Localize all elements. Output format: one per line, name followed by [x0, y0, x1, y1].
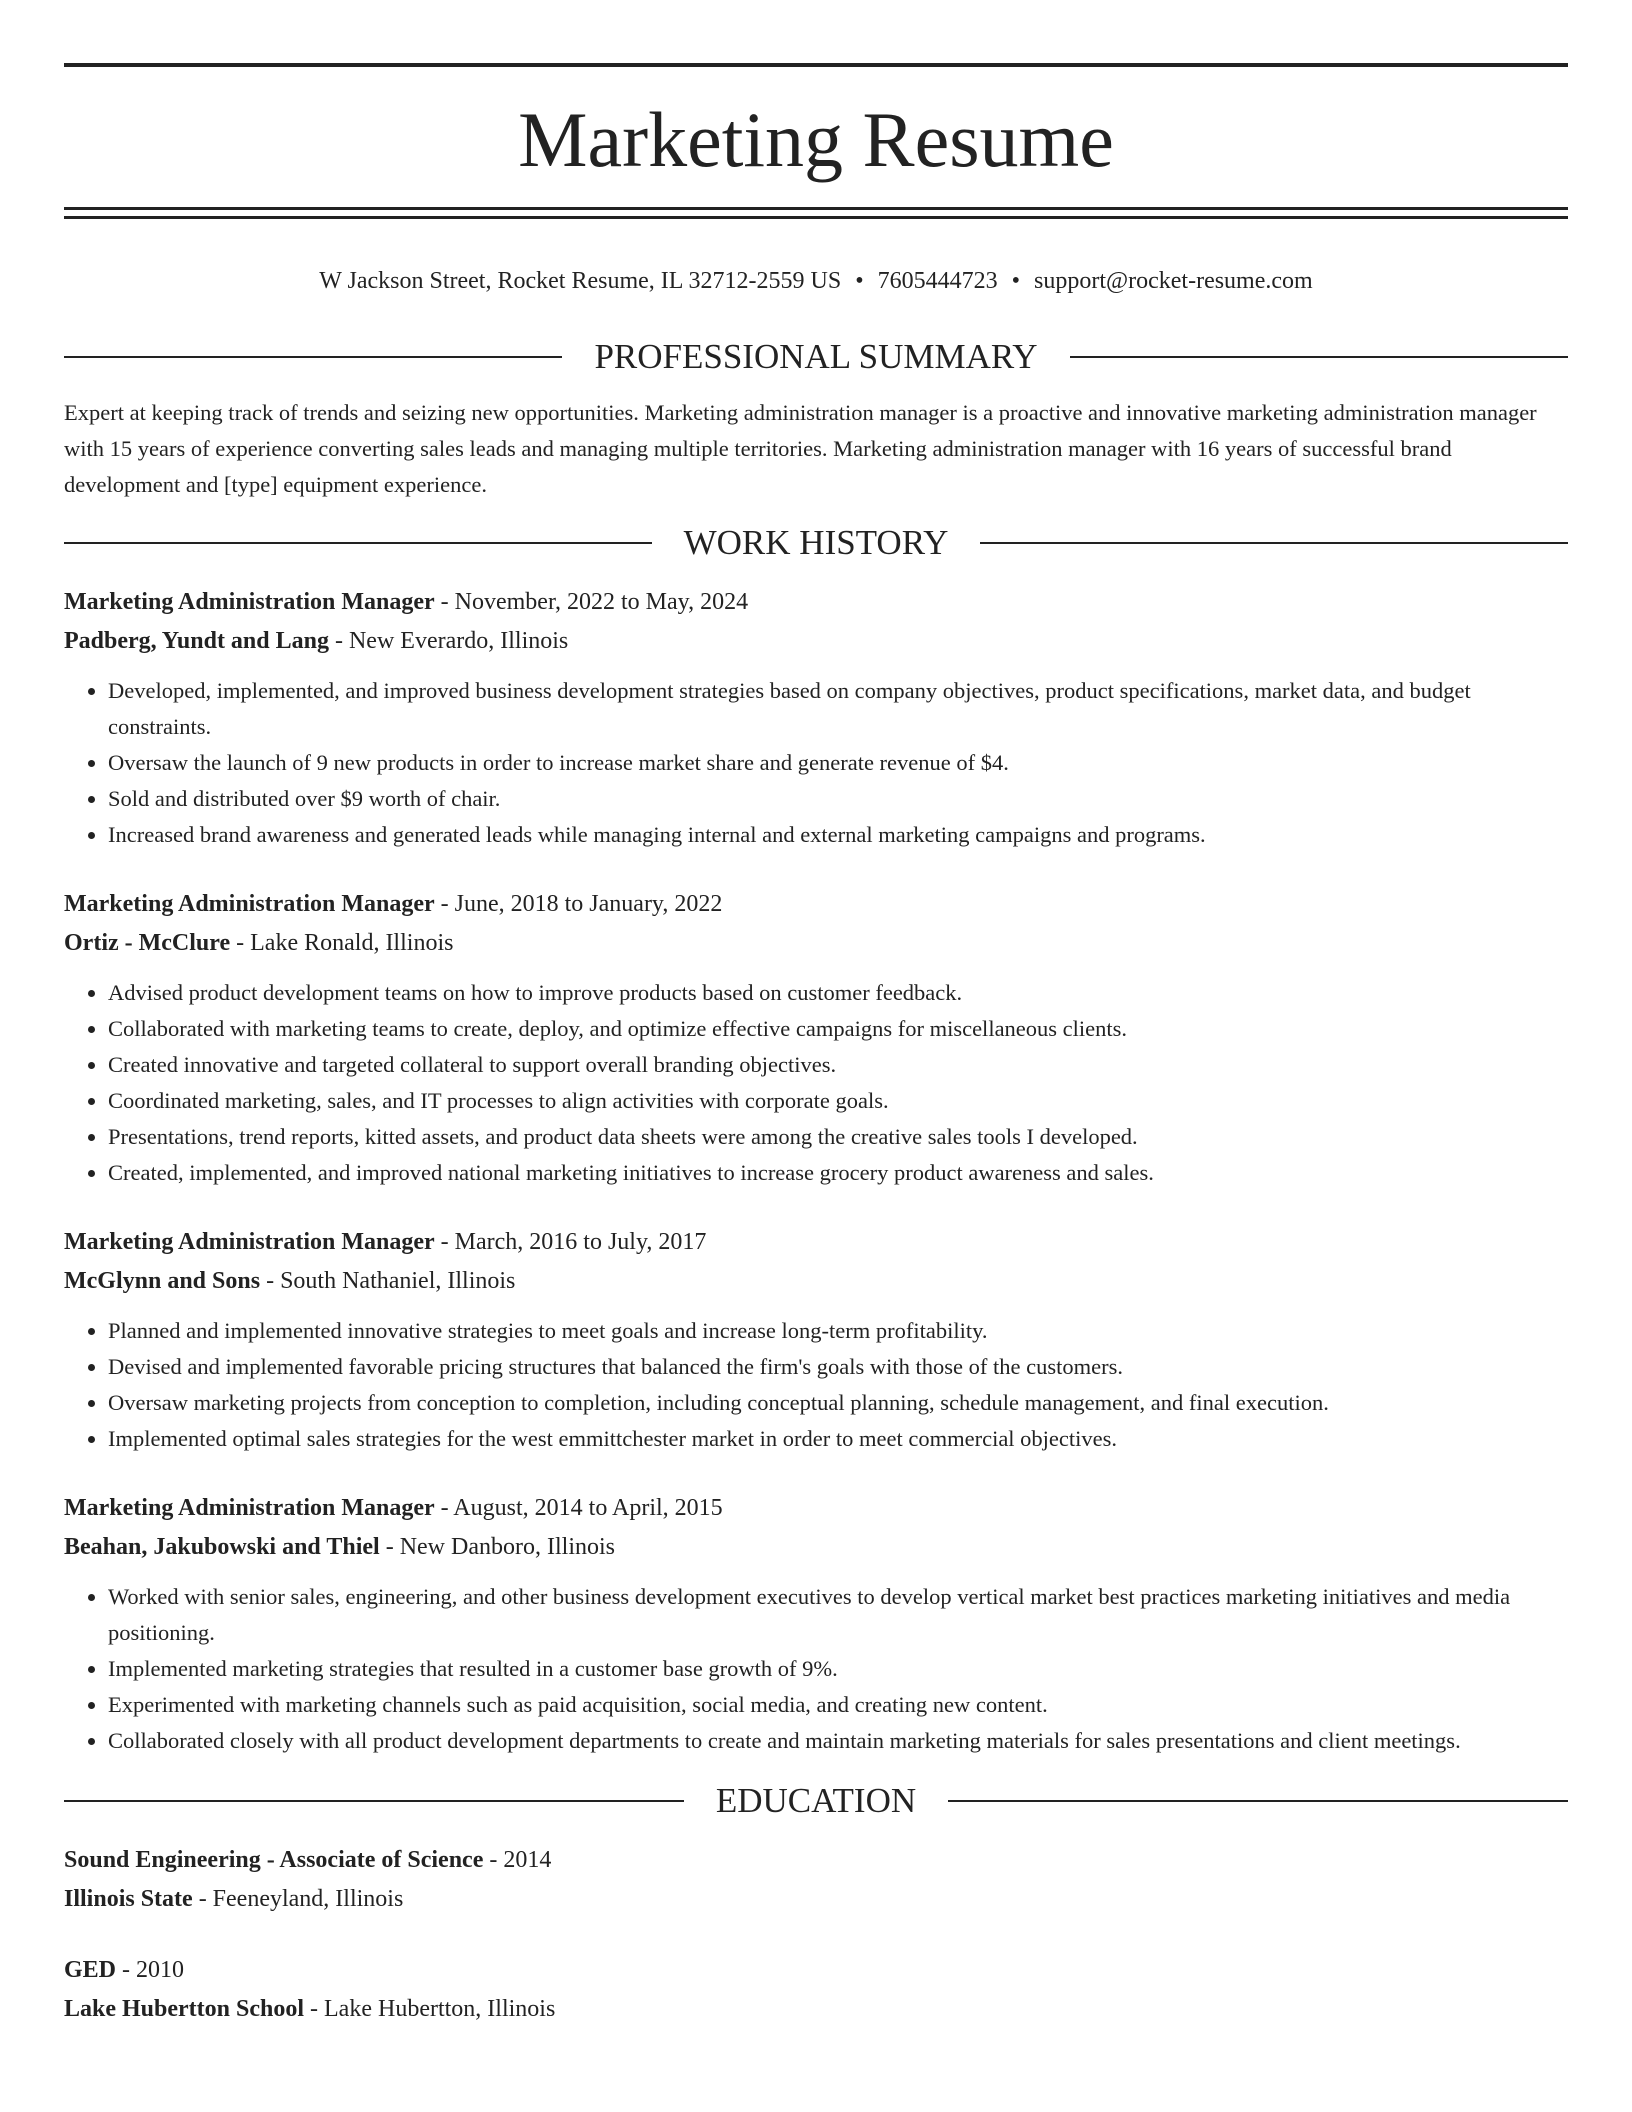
job-company: Padberg, Yundt and Lang: [64, 628, 329, 654]
job-location: - New Danboro, Illinois: [379, 1534, 615, 1560]
job-title-line: [64, 1223, 1568, 1262]
summary-text: Expert at keeping track of trends and seizing new opportunities. Marketing administration manager is a proactive and innovative marketing administration manager with 15 years of experience converting sales leads and managing multiple territories. Marketing administration manager with 16 years of successful brand development and [type] equipment experience.: [64, 400, 1537, 497]
list-item: • Created innovative and targeted collateral to support overall branding objectives.: [108, 1047, 1568, 1083]
job-company-line: [64, 924, 1568, 963]
section-title: WORK HISTORY: [683, 523, 949, 562]
list-item: • Presentations, trend reports, kitted assets, and product data sheets were among the creative sales tools I developed.: [108, 1119, 1568, 1155]
job-bullets: [64, 1579, 1568, 1759]
list-item: • Planned and implemented innovative strategies to meet goals and increase long-term profitability.: [108, 1313, 1568, 1349]
job-title: Marketing Administration Manager: [64, 891, 435, 917]
job-title: Marketing Administration Manager: [64, 1495, 435, 1521]
section-title: EDUCATION: [715, 1781, 917, 1820]
list-item: • Devised and implemented favorable pricing structures that balanced the firm's goals with those of the customers.: [108, 1349, 1568, 1385]
list-item: • Created, implemented, and improved national marketing initiatives to increase grocery product awareness and sales.: [108, 1155, 1568, 1191]
heading-rule-left: [64, 542, 652, 544]
job-bullets: [64, 1313, 1568, 1457]
education-degree-line: [64, 1951, 1568, 1990]
contact-email: support@rocket-resume.com: [1034, 268, 1313, 294]
list-item: • Increased brand awareness and generated leads while managing internal and external marketing campaigns and programs.: [108, 817, 1568, 853]
job-title-line: [64, 885, 1568, 924]
education-entry: [64, 1841, 1568, 1919]
education-year: - 2014: [483, 1847, 552, 1873]
job-company-line: [64, 1262, 1568, 1301]
job-bullets: [64, 975, 1568, 1191]
contact-separator: •: [855, 268, 864, 294]
job-entry: [64, 885, 1568, 1191]
job-entry: [64, 1489, 1568, 1759]
list-item: • Collaborated with marketing teams to create, deploy, and optimize effective campaigns for miscellaneous clients.: [108, 1011, 1568, 1047]
education-school-line: [64, 1880, 1568, 1919]
job-title: Marketing Administration Manager: [64, 1229, 435, 1255]
job-location: - New Everardo, Illinois: [328, 628, 569, 654]
education-school-line: [64, 1990, 1568, 2029]
resume-page: [64, 0, 1568, 2029]
education-list: [64, 1841, 1568, 2029]
job-bullets: [64, 673, 1568, 853]
summary-heading: [64, 337, 1568, 377]
contact-phone: 7605444723: [877, 268, 998, 294]
job-dates: - November, 2022 to May, 2024: [434, 589, 749, 615]
list-item: • Experimented with marketing channels such as paid acquisition, social media, and creating new content.: [108, 1687, 1568, 1723]
heading-rule-left: [64, 356, 562, 358]
list-item: • Collaborated closely with all product development departments to create and maintain marketing materials for sales presentations and client meetings.: [108, 1723, 1568, 1759]
list-item: • Sold and distributed over $9 worth of chair.: [108, 781, 1568, 817]
job-company-line: [64, 622, 1568, 661]
education-school: Illinois State: [64, 1886, 193, 1912]
job-location: - South Nathaniel, Illinois: [260, 1268, 516, 1294]
education-degree-line: [64, 1841, 1568, 1880]
job-company: Ortiz - McClure: [64, 930, 231, 956]
job-entry: [64, 583, 1568, 853]
job-company-line: [64, 1528, 1568, 1567]
contact-address: W Jackson Street, Rocket Resume, IL 32712-2559 US: [319, 268, 842, 294]
job-title: Marketing Administration Manager: [64, 589, 435, 615]
education-year: - 2010: [116, 1957, 185, 1983]
job-location: - Lake Ronald, Illinois: [230, 930, 454, 956]
job-dates: - August, 2014 to April, 2015: [434, 1495, 723, 1521]
education-location: - Lake Hubertton, Illinois: [304, 1996, 556, 2022]
education-location: - Feeneyland, Illinois: [192, 1886, 404, 1912]
education-school: Lake Hubertton School: [64, 1996, 305, 2022]
heading-rule-right: [980, 542, 1568, 544]
education-heading: [64, 1781, 1568, 1821]
list-item: • Implemented marketing strategies that resulted in a customer base growth of 9%.: [108, 1651, 1568, 1687]
job-company: McGlynn and Sons: [64, 1268, 261, 1294]
list-item: • Developed, implemented, and improved business development strategies based on company objectives, product specifications, market data, and budget constraints.: [108, 673, 1568, 745]
work-history-list: [64, 583, 1568, 1759]
education-degree: GED: [64, 1957, 117, 1983]
list-item: • Oversaw marketing projects from conception to completion, including conceptual planning, schedule management, and final execution.: [108, 1385, 1568, 1421]
list-item: • Coordinated marketing, sales, and IT processes to align activities with corporate goals.: [108, 1083, 1568, 1119]
section-title: PROFESSIONAL SUMMARY: [594, 337, 1038, 376]
education-entry: [64, 1951, 1568, 2029]
resume-title: Marketing Resume: [518, 96, 1114, 183]
job-company: Beahan, Jakubowski and Thiel: [64, 1534, 380, 1560]
job-title-line: [64, 1489, 1568, 1528]
job-dates: - March, 2016 to July, 2017: [434, 1229, 707, 1255]
contact-line: [64, 265, 1568, 297]
header-double-rule: [64, 207, 1568, 219]
work-heading: [64, 523, 1568, 563]
job-dates: - June, 2018 to January, 2022: [434, 891, 723, 917]
education-degree: Sound Engineering - Associate of Science: [64, 1847, 484, 1873]
list-item: • Advised product development teams on how to improve products based on customer feedback.: [108, 975, 1568, 1011]
heading-rule-left: [64, 1800, 684, 1802]
list-item: • Oversaw the launch of 9 new products in order to increase market share and generate revenue of $4.: [108, 745, 1568, 781]
job-title-line: [64, 583, 1568, 622]
contact-separator: •: [1011, 268, 1021, 294]
job-entry: [64, 1223, 1568, 1457]
heading-rule-right: [948, 1800, 1568, 1802]
heading-rule-right: [1070, 356, 1568, 358]
list-item: • Worked with senior sales, engineering, and other business development executives to develop vertical market best practices marketing initiatives and media positioning.: [108, 1579, 1568, 1651]
list-item: • Implemented optimal sales strategies for the west emmittchester market in order to meet commercial objectives.: [108, 1421, 1568, 1457]
